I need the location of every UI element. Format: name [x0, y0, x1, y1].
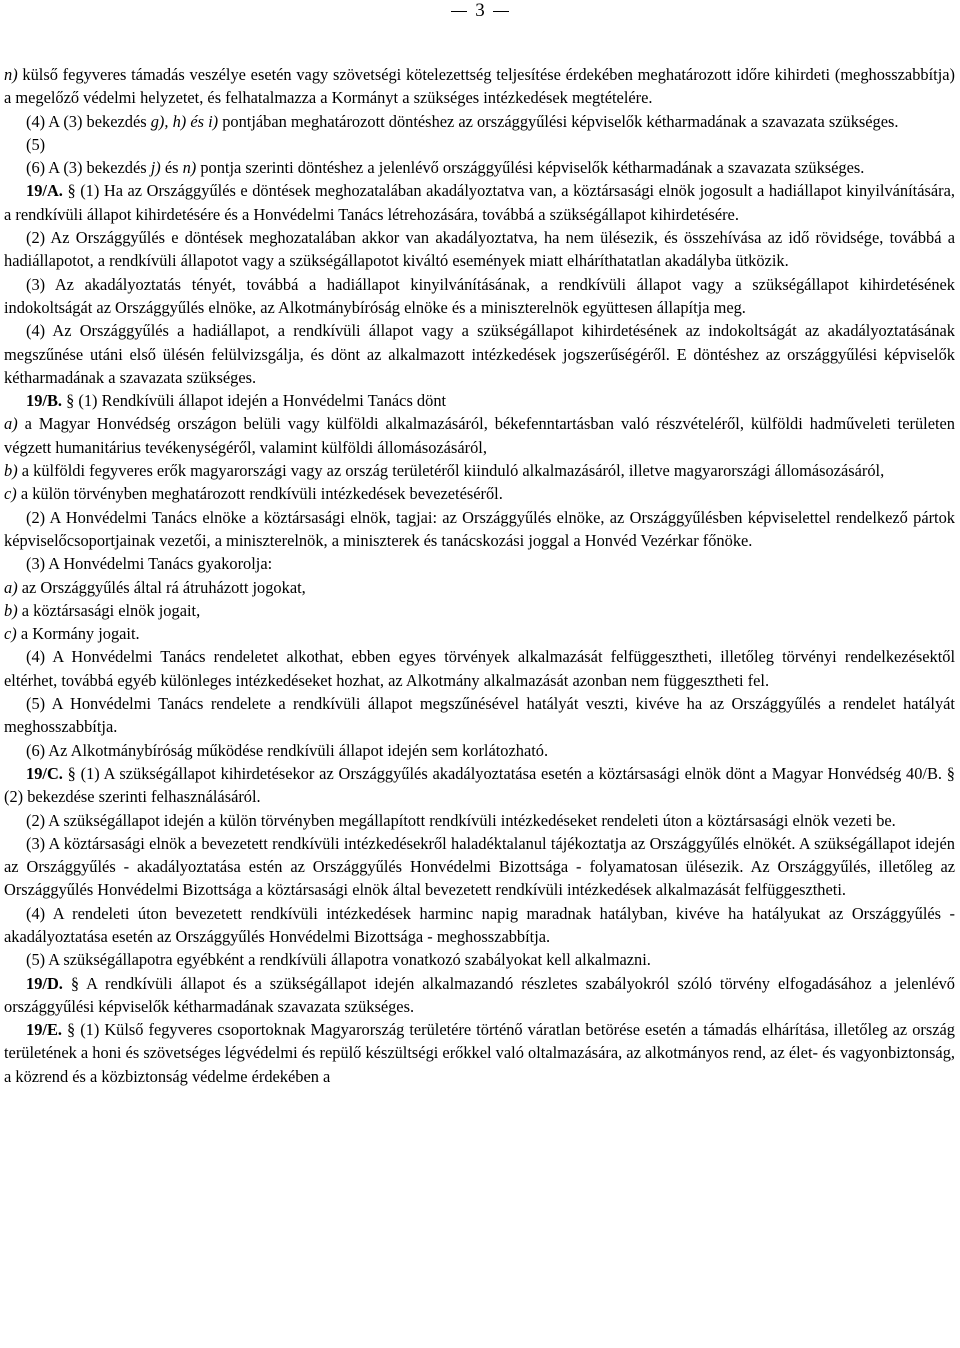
paragraph — [4, 809, 955, 832]
paragraph — [4, 133, 955, 156]
paragraph-text: (4) A Honvédelmi Tanács rendeletet alkothat, ebben egyes törvények alkalmazását felfüggesztheti, illetőleg törvényi rendelkezésektől eltérhet, továbbá egyéb különleges intézkedéseket hozhat, az Alkotmány alkalmazását azonban nem függesztheti fel. — [4, 647, 955, 690]
paragraph — [4, 179, 955, 226]
paragraph-text: (4) A (3) bekezdés — [26, 111, 151, 131]
paragraph-text: a Magyar Honvédség országon belüli vagy külföldi alkalmazásáról, békefenntartásban való részvételéről, külföldi hadműveleti területen végzett humanitárius tevékenységéről, valamint külföldi állomásozásáról, — [4, 414, 955, 457]
italic-reference: c) — [4, 624, 17, 644]
paragraph — [4, 622, 955, 645]
italic-reference: b) — [4, 461, 18, 481]
paragraph-text: (5) A Honvédelmi Tanács rendelete a rendkívüli állapot megszűnésével hatályát veszti, kivéve ha az Országgyűlés a rendelet hatályát meghosszabbítja. — [4, 694, 955, 737]
paragraph-text: a köztársasági elnök jogait, — [17, 600, 201, 620]
paragraph — [4, 273, 955, 320]
paragraph — [4, 482, 955, 505]
paragraph — [4, 1018, 955, 1088]
paragraph-text: (4) A rendeleti úton bevezetett rendkívüli intézkedések harminc napig maradnak hatályban, kivéve ha hatályukat az Országgyűlés - akadályoztatása esetén az Országgyűlés Honvédelmi Bizottsága - meghosszabbítja. — [4, 903, 955, 946]
paragraph-text: (5) A szükségállapotra egyébként a rendkívüli állapotra vonatkozó szabályokat kell alkalmazni. — [26, 950, 651, 970]
paragraph — [4, 902, 955, 949]
paragraph-text: külső fegyveres támadás veszélye esetén vagy szövetségi kötelezettség teljesítése érdekében meghatározott időre kihirdeti (meghosszabbítja) a megelőző védelmi helyzetet, és felhatalmazza a Kormányt a szükséges intézkedések megtételére. — [4, 65, 955, 108]
paragraph-text: (3) Az akadályoztatás tényét, továbbá a hadiállapot kinyilvánításának, a rendkívüli állapot vagy a szükségállapot kihirdetésének indokoltságát az Országgyűlés elnöke, az Alkotmánybíróság elnöke és a miniszterelnök együttesen állapítja meg. — [4, 274, 955, 317]
section-number: 19/B. — [26, 391, 62, 411]
paragraph-text: az Országgyűlés által rá átruházott jogokat, — [17, 577, 306, 597]
italic-reference: j) — [150, 158, 161, 178]
italic-reference: n) — [182, 158, 197, 178]
paragraph-text: (6) A (3) bekezdés — [26, 158, 151, 178]
italic-reference: g), h) és i) — [150, 111, 219, 131]
paragraph-text: § A rendkívüli állapot és a szükségállapot idején alkalmazandó részletes szabályokról szóló törvény elfogadásához a jelenlévő országgyűlési képviselők kétharmadának szavazata szükséges. — [4, 973, 955, 1016]
paragraph-text: (2) Az Országgyűlés e döntések meghozatalában akkor van akadályoztatva, ha nem ülésezik, és összehívása az idő rövidsége, továbbá a hadiállapotot, a rendkívüli állapotot vagy a szükségállapotot kiváltó események miatt elháríthatatlan akadályba ütközik. — [4, 228, 955, 271]
italic-reference: a) — [4, 414, 18, 434]
paragraph — [4, 645, 955, 692]
paragraph-text: (6) Az Alkotmánybíróság működése rendkívüli állapot idején sem korlátozható. — [26, 740, 549, 760]
page-header — [0, 0, 960, 28]
paragraph — [4, 459, 955, 482]
paragraph-text: pontja szerinti döntéshez a jelenlévő országgyűlési képviselők kétharmadának a szavazata szükséges. — [196, 158, 865, 178]
paragraph — [4, 319, 955, 389]
paragraph-text: (3) A Honvédelmi Tanács gyakorolja: — [26, 554, 273, 574]
paragraph-text: § (1) A szükségállapot kihirdetésekor az Országgyűlés akadályoztatása esetén a köztársasági elnök dönt a Magyar Honvédség 40/B. § (2) bekezdése szerinti felhasználásáról. — [4, 763, 955, 807]
paragraph — [4, 226, 955, 273]
paragraph-text: a Kormány jogait. — [16, 624, 140, 644]
paragraph — [4, 389, 955, 412]
italic-reference: b) — [4, 600, 18, 620]
italic-reference: c) — [4, 484, 17, 504]
paragraph-text: (2) A Honvédelmi Tanács elnöke a köztársasági elnök, tagjai: az Országgyűlés elnöke, az Országgyűlésben képviselettel rendelkező pártok képviselőcsoportjainak vezetői, a miniszterelnök, a miniszterek és tanácskozási joggal a Honvéd Vezérkar főnöke. — [4, 507, 955, 550]
paragraph — [4, 156, 955, 179]
header-dash-right — [493, 11, 509, 12]
paragraph — [4, 506, 955, 553]
paragraph — [4, 552, 955, 575]
paragraph-text: (2) A szükségállapot idején a külön törvényben megállapított rendkívüli intézkedéseket rendeleti úton a köztársasági elnök vezeti be. — [26, 810, 896, 830]
paragraph — [4, 762, 955, 809]
paragraph-text: pontjában meghatározott döntéshez az országgyűlési képviselők kétharmadának a szavazata szükséges. — [218, 111, 899, 131]
paragraph-text: és — [160, 158, 183, 178]
paragraph-text: a külön törvényben meghatározott rendkívüli intézkedések bevezetéséről. — [16, 484, 503, 504]
italic-reference: a) — [4, 577, 18, 597]
paragraph-text: (4) Az Országgyűlés a hadiállapot, a rendkívüli állapot vagy a szükségállapot kihirdetésének az indokoltságát az akadályoztatásának megszűnése utáni első ülésén felülvizsgálja, és dönt az alkalmazott intézkedések jogszerűségéről. E döntéshez az országgyűlési képviselők kétharmadának a szavazata szükséges. — [4, 321, 955, 387]
paragraph — [4, 599, 955, 622]
paragraph — [4, 948, 955, 971]
paragraph — [4, 739, 955, 762]
header-dash-left — [451, 11, 467, 12]
paragraph — [4, 576, 955, 599]
paragraph — [4, 412, 955, 459]
section-number: 19/A. — [26, 181, 63, 201]
section-number: 19/E. — [26, 1020, 62, 1040]
paragraph-text: (5) — [26, 134, 46, 154]
paragraph-text: § (1) Ha az Országgyűlés e döntések meghozatalában akadályoztatva van, a köztársasági elnök jogosult a hadiállapot kinyilvánítására, a rendkívüli állapot kihirdetésére és a Honvédelmi Tanács létrehozására, továbbá a szükségállapot kihirdetésére. — [4, 181, 955, 224]
paragraph-text: § (1) Külső fegyveres csoportoknak Magyarország területére történő váratlan betörése esetén a támadás elhárítása, illetőleg az ország területének a honi és szövetséges légvédelmi és repülő készültségi erőkkel való oltalmazására, az alkotmányos rend, az élet- és vagyonbiztonság, a közrend és a közbiztonság védelme érdekében a — [4, 1020, 955, 1086]
page-number: 3 — [475, 0, 485, 21]
paragraph — [4, 832, 955, 902]
section-number: 19/D. — [26, 973, 63, 993]
paragraph-text: § (1) Rendkívüli állapot idején a Honvédelmi Tanács dönt — [61, 391, 447, 411]
paragraph — [4, 972, 955, 1019]
paragraph — [4, 63, 955, 110]
paragraph-text: (3) A köztársasági elnök a bevezetett rendkívüli intézkedésekről haladéktalanul tájékoztatja az Országgyűlés elnökét. A szükségállapot idején az Országgyűlés - akadályoztatása estén az Országgyűlés Honvédelmi Bizottsága - folyamatosan ülésezik. Az Országgyűlés, illetőleg az Országgyűlés Honvédelmi Bizottsága a köztársasági elnök által bevezetett rendkívüli intézkedések alkalmazását felfüggesztheti. — [4, 833, 955, 900]
section-number: 19/C. — [26, 763, 63, 783]
document-body — [4, 63, 955, 1088]
paragraph — [4, 110, 955, 133]
paragraph-text: a külföldi fegyveres erők magyarországi vagy az ország területéről kiinduló alkalmazásáról, illetve magyarországi állomásozásáról, — [17, 461, 885, 481]
paragraph — [4, 692, 955, 739]
italic-reference: n) — [4, 65, 18, 84]
